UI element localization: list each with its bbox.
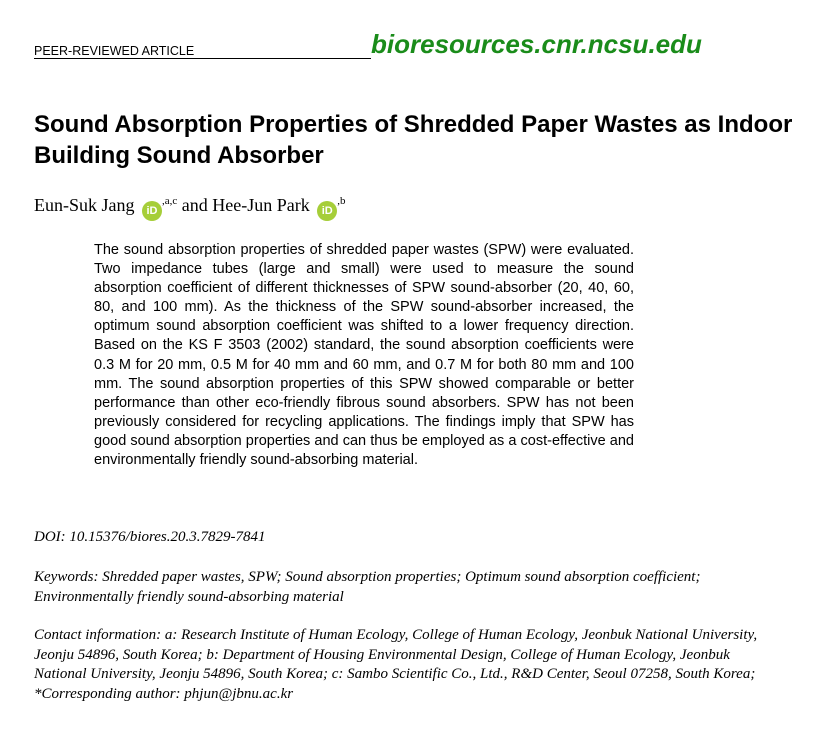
article-type-label: PEER-REVIEWED ARTICLE: [34, 44, 195, 58]
article-title: Sound Absorption Properties of Shredded Paper Wastes as Indoor Building Sound Absorber: [34, 111, 793, 169]
author-joiner: and: [181, 195, 208, 215]
author-name: Hee-Jun Park: [212, 195, 310, 215]
contact-information: Contact information: a: Research Institute of Human Ecology, College of Human Ecology, Jeonbuk National University, Jeonju 54896, South Korea; b: Department of Housing Environmental Design, College of Human Ecology, Jeonbuk National University, Jeonju 54896, South Korea; c: Sambo Scientific Co., Ltd., R&D Center, Seoul 07258, South Korea; *Corresponding author: phjun@jbnu.ac.kr: [34, 627, 758, 702]
author-name: Eun-Suk Jang: [34, 195, 135, 215]
orcid-icon[interactable]: iD: [317, 201, 337, 221]
orcid-icon[interactable]: iD: [142, 201, 162, 221]
header-rule: [34, 58, 371, 59]
author-affiliation: ,a,c: [162, 195, 178, 207]
author-line: [34, 195, 346, 221]
doi[interactable]: DOI: 10.15376/biores.20.3.7829-7841: [34, 529, 266, 545]
abstract: The sound absorption properties of shredded paper wastes (SPW) were evaluated. Two impedance tubes (large and small) were used to measure the sound absorption coefficient of different thicknesses of SPW sound-absorber (20, 40, 60, 80, and 100 mm). As the thickness of the SPW sound-absorber increased, the optimum sound absorption coefficient was shifted to a lower frequency direction. Based on the KS F 3503 (2002) standard, the sound absorption coefficients were 0.3 M for 20 mm, 0.5 M for 40 mm and 60 mm, and 0.7 M for both 80 mm and 100 mm. The sound absorption properties of this SPW showed comparable or better performance than other eco-friendly fibrous sound absorbers. SPW has not been previously considered for recycling applications. The findings imply that SPW has good sound absorption properties and can thus be employed as a cost-effective and environmentally friendly sound-absorbing material.: [94, 242, 634, 469]
keywords: Keywords: Shredded paper wastes, SPW; Sound absorption properties; Optimum sound absorption coefficient; Environmentally friendly sound-absorbing material: [34, 569, 701, 605]
author-affiliation: ,b: [337, 195, 346, 207]
journal-site-link[interactable]: bioresources.cnr.ncsu.edu: [371, 29, 702, 59]
